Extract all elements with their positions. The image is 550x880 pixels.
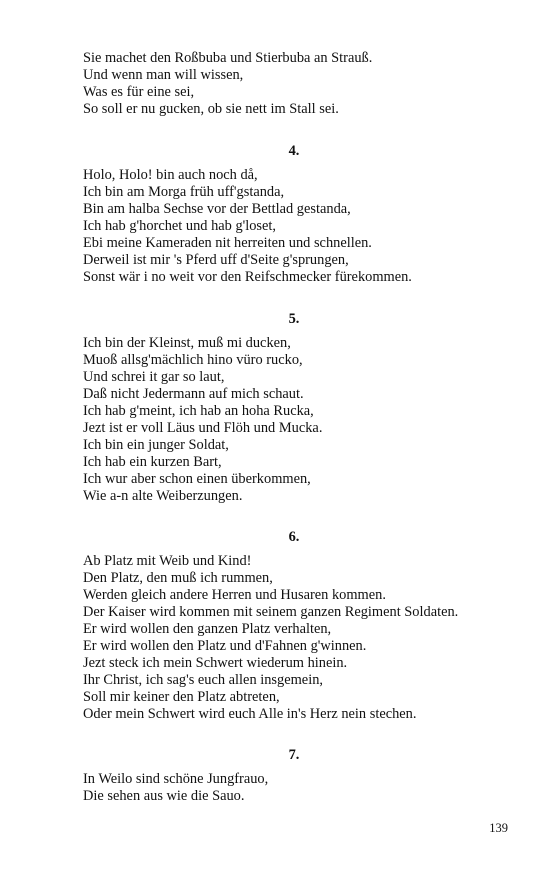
stanza-6	[83, 553, 520, 723]
verse-line: Und schrei it gar so laut,	[83, 369, 225, 385]
stanza-number-4: 4.	[288, 143, 300, 159]
verse-line: Ich hab g'meint, ich hab an hoha Rucka,	[83, 403, 314, 419]
verse-line: Holo, Holo! bin auch noch då,	[83, 167, 258, 183]
stanza-5	[83, 335, 520, 505]
verse-line: Ich bin ein junger Soldat,	[83, 437, 229, 453]
verse-line: Ihr Christ, ich sag's euch allen insgemein,	[83, 672, 323, 688]
verse-line: Soll mir keiner den Platz abtreten,	[83, 689, 280, 705]
verse-line: Oder mein Schwert wird euch Alle in's Herz nein stechen.	[83, 706, 417, 722]
verse-line: So soll er nu gucken, ob sie nett im Stall sei.	[83, 101, 339, 117]
verse-line: Sie machet den Roßbuba und Stierbuba an Strauß.	[83, 50, 373, 66]
verse-line: Derweil ist mir 's Pferd uff d'Seite g'sprungen,	[83, 252, 349, 268]
page-number: 139	[489, 821, 508, 835]
verse-line: Daß nicht Jedermann auf mich schaut.	[83, 386, 304, 402]
verse-line: Sonst wär i no weit vor den Reifschmecker fürekommen.	[83, 269, 412, 285]
verse-line: Den Platz, den muß ich rummen,	[83, 570, 273, 586]
verse-line: Muoß allsg'mächlich hino vüro rucko,	[83, 352, 303, 368]
stanza-4	[83, 167, 520, 286]
stanza-3-continuation	[83, 50, 520, 118]
verse-line: Er wird wollen den ganzen Platz verhalten,	[83, 621, 332, 637]
verse-line: Die sehen aus wie die Sauo.	[83, 788, 245, 804]
verse-line: Was es für eine sei,	[83, 84, 195, 100]
verse-line: Jezt ist er voll Läus und Flöh und Mucka.	[83, 420, 323, 436]
verse-line: Ich hab g'horchet und hab g'loset,	[83, 218, 277, 234]
verse-line: Ab Platz mit Weib und Kind!	[83, 553, 252, 569]
verse-line: Er wird wollen den Platz und d'Fahnen g'winnen.	[83, 638, 367, 654]
verse-line: Ich wur aber schon einen überkommen,	[83, 471, 311, 487]
verse-line: Ich bin der Kleinst, muß mi ducken,	[83, 335, 291, 351]
stanza-number-7: 7.	[288, 747, 300, 763]
verse-line: Ich bin am Morga früh uff'gstanda,	[83, 184, 285, 200]
verse-line: Ebi meine Kameraden nit herreiten und schnellen.	[83, 235, 372, 251]
stanza-7	[83, 771, 520, 805]
verse-line: In Weilo sind schöne Jungfrauo,	[83, 771, 269, 787]
stanza-number-5: 5.	[288, 311, 300, 327]
verse-line: Werden gleich andere Herren und Husaren kommen.	[83, 587, 386, 603]
verse-line: Der Kaiser wird kommen mit seinem ganzen Regiment Soldaten.	[83, 604, 459, 620]
stanza-number-6: 6.	[288, 529, 300, 545]
verse-line: Wie a-n alte Weiberzungen.	[83, 488, 243, 504]
verse-line: Bin am halba Sechse vor der Bettlad gestanda,	[83, 201, 351, 217]
verse-line: Ich hab ein kurzen Bart,	[83, 454, 222, 470]
verse-line: Und wenn man will wissen,	[83, 67, 244, 83]
verse-line: Jezt steck ich mein Schwert wiederum hinein.	[83, 655, 348, 671]
